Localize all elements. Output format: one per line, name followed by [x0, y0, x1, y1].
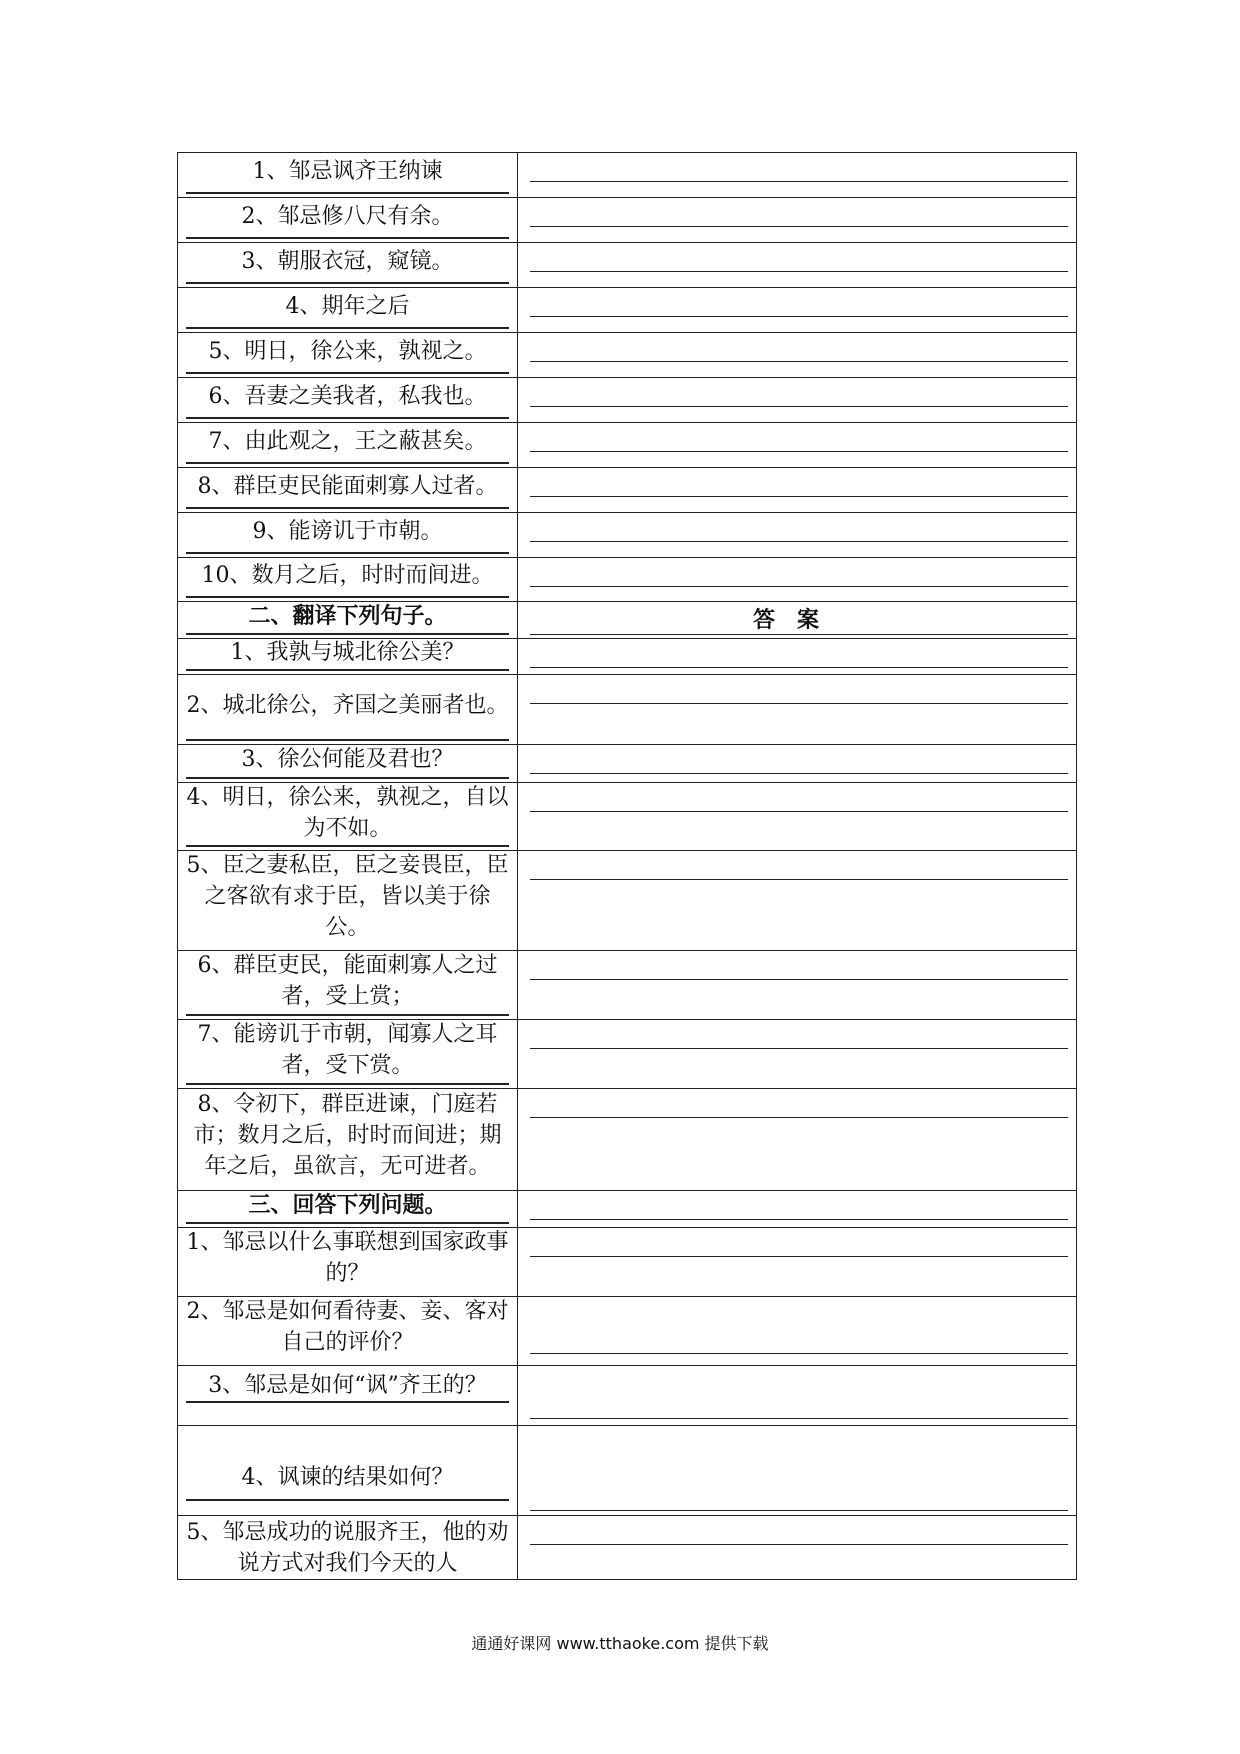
- answer-line: [530, 361, 1068, 362]
- question-text: 8、令初下，群臣进谏，门庭若市；数月之后，时时而间进；期年之后，虽欲言，无可进者。: [193, 1092, 502, 1179]
- answer-line: [530, 1117, 1068, 1118]
- underline: [186, 633, 509, 635]
- section-header-row: [178, 601, 1076, 638]
- underline: [186, 739, 509, 741]
- question-text: 3、邹忌是如何“讽”齐王的？: [208, 1373, 487, 1398]
- answer-cell[interactable]: [518, 675, 1076, 744]
- answer-cell[interactable]: [518, 1228, 1076, 1296]
- underline: [186, 845, 509, 847]
- answer-line: [530, 811, 1068, 812]
- section-header-row: [178, 1190, 1076, 1227]
- answer-label: 答案: [752, 607, 841, 633]
- answer-line: [530, 406, 1068, 407]
- underline: [186, 327, 509, 329]
- answer-line: [530, 451, 1068, 452]
- section-heading: [178, 602, 518, 638]
- question-text: 2、邹忌修八尺有余。: [241, 203, 454, 229]
- underline: [186, 669, 509, 671]
- answer-cell[interactable]: [518, 1089, 1076, 1190]
- answer-line: [530, 181, 1068, 182]
- table-row: [178, 512, 1076, 557]
- worksheet-table: [177, 152, 1077, 1580]
- question-text: 1、我孰与城北徐公美？: [230, 640, 465, 665]
- underline: [186, 1401, 509, 1403]
- answer-line: [530, 979, 1068, 980]
- table-row: [178, 1515, 1076, 1579]
- answer-cell[interactable]: [518, 1191, 1076, 1227]
- question-cell: [178, 1366, 518, 1425]
- answer-header-cell: [518, 602, 1076, 638]
- question-text: 3、朝服衣冠，窥镜。: [241, 248, 454, 274]
- table-row: [178, 1365, 1076, 1425]
- section-heading-text: 三、回答下列问题。: [248, 1192, 447, 1218]
- answer-cell[interactable]: [518, 468, 1076, 512]
- table-row: [178, 638, 1076, 674]
- table-row: [178, 377, 1076, 422]
- question-text: 2、城北徐公，齐国之美丽者也。: [186, 693, 509, 718]
- answer-line: [530, 541, 1068, 542]
- table-row: [178, 850, 1076, 950]
- question-text: 1、邹忌以什么事联想到国家政事的？: [186, 1230, 509, 1286]
- table-row: [178, 744, 1076, 782]
- answer-cell[interactable]: [518, 153, 1076, 197]
- answer-line: [530, 667, 1068, 668]
- table-row: [178, 1296, 1076, 1365]
- answer-line: [530, 1353, 1068, 1354]
- question-cell: [178, 468, 518, 512]
- question-text: 1、邹忌讽齐王纳谏: [252, 158, 443, 184]
- answer-line: [530, 773, 1068, 774]
- answer-line: [530, 1048, 1068, 1049]
- question-cell: [178, 198, 518, 242]
- answer-cell[interactable]: [518, 288, 1076, 332]
- question-cell: [178, 639, 518, 674]
- question-text: 5、明日，徐公来，孰视之。: [208, 338, 487, 364]
- underline: [186, 417, 509, 419]
- answer-cell[interactable]: [518, 513, 1076, 557]
- answer-line: [530, 271, 1068, 272]
- question-text: 4、期年之后: [285, 293, 410, 319]
- answer-line: [530, 316, 1068, 317]
- question-text: 10、数月之后，时时而间进。: [201, 563, 494, 588]
- question-text: 7、由此观之，王之蔽甚矣。: [208, 428, 487, 454]
- answer-cell[interactable]: [518, 333, 1076, 377]
- question-cell: [178, 333, 518, 377]
- question-cell: [178, 378, 518, 422]
- answer-line: [530, 879, 1068, 880]
- question-text: 5、邹忌成功的说服齐王，他的劝说方式对我们今天的人: [186, 1519, 509, 1576]
- question-cell: [178, 675, 518, 744]
- table-row: [178, 557, 1076, 601]
- answer-cell[interactable]: [518, 1020, 1076, 1088]
- table-row: [178, 332, 1076, 377]
- question-text: 6、吾妻之美我者，私我也。: [208, 383, 487, 409]
- answer-cell[interactable]: [518, 1516, 1076, 1579]
- answer-cell[interactable]: [518, 1366, 1076, 1425]
- question-cell: [178, 1089, 518, 1190]
- underline: [186, 552, 509, 554]
- question-cell: [178, 951, 518, 1019]
- underline: [186, 237, 509, 239]
- underline: [186, 282, 509, 284]
- answer-line: [530, 226, 1068, 227]
- underline: [186, 1499, 509, 1501]
- question-cell: [178, 1228, 518, 1296]
- table-row: [178, 197, 1076, 242]
- question-cell: [178, 288, 518, 332]
- answer-cell[interactable]: [518, 639, 1076, 674]
- question-text: 2、邹忌是如何看待妻、妾、客对自己的评价？: [186, 1299, 509, 1355]
- table-row: [178, 674, 1076, 744]
- question-cell: [178, 1020, 518, 1088]
- table-row: [178, 950, 1076, 1019]
- underline: [186, 596, 509, 598]
- underline: [186, 372, 509, 374]
- answer-cell[interactable]: [518, 558, 1076, 601]
- underline: [186, 507, 509, 509]
- answer-cell[interactable]: [518, 783, 1076, 850]
- underline: [186, 192, 509, 194]
- question-cell: [178, 745, 518, 782]
- table-row: [178, 153, 1076, 197]
- table-row: [178, 287, 1076, 332]
- question-cell: [178, 851, 518, 950]
- answer-line: [530, 1544, 1068, 1545]
- answer-line: [530, 1219, 1068, 1220]
- answer-cell[interactable]: [518, 1297, 1076, 1365]
- underline: [186, 462, 509, 464]
- answer-line: [530, 703, 1068, 704]
- answer-cell[interactable]: [518, 378, 1076, 422]
- question-cell: [178, 558, 518, 601]
- answer-cell[interactable]: [518, 745, 1076, 782]
- question-text: 8、群臣吏民能面刺寡人过者。: [197, 473, 498, 499]
- answer-line: [530, 496, 1068, 497]
- answer-line: [530, 586, 1068, 587]
- answer-cell[interactable]: [518, 851, 1076, 950]
- question-text: 7、能谤讥于市朝，闻寡人之耳者，受下赏。: [197, 1022, 498, 1078]
- question-text: 6、群臣吏民，能面刺寡人之过者，受上赏；: [197, 953, 498, 1009]
- section-heading-text: 二、翻译下列句子。: [248, 603, 447, 629]
- answer-cell[interactable]: [518, 1426, 1076, 1515]
- question-cell: [178, 1426, 518, 1515]
- table-row: [178, 1227, 1076, 1296]
- underline: [186, 1222, 509, 1224]
- question-text: 4、明日，徐公来，孰视之，自以为不如。: [186, 784, 509, 841]
- question-text: 9、能谤讥于市朝。: [252, 518, 443, 544]
- answer-line: [530, 1510, 1068, 1511]
- question-cell: [178, 513, 518, 557]
- answer-cell[interactable]: [518, 951, 1076, 1019]
- underline: [186, 1014, 509, 1016]
- table-row: [178, 422, 1076, 467]
- footer-text: 通通好课网 www.tthaoke.com 提供下载: [471, 1634, 769, 1653]
- question-text: 4、讽谏的结果如何？: [241, 1465, 454, 1490]
- table-row: [178, 1019, 1076, 1088]
- answer-line: [530, 1256, 1068, 1257]
- table-row: [178, 782, 1076, 850]
- table-row: [178, 242, 1076, 287]
- answer-cell[interactable]: [518, 423, 1076, 467]
- table-row: [178, 1088, 1076, 1190]
- question-cell: [178, 153, 518, 197]
- table-row: [178, 1425, 1076, 1515]
- answer-line: [530, 1418, 1068, 1419]
- answer-cell[interactable]: [518, 243, 1076, 287]
- question-text: 5、臣之妻私臣，臣之妾畏臣，臣之客欲有求于臣，皆以美于徐公。: [186, 853, 509, 940]
- answer-cell[interactable]: [518, 198, 1076, 242]
- question-cell: [178, 423, 518, 467]
- question-cell: [178, 1297, 518, 1365]
- section-heading: [178, 1191, 518, 1227]
- underline: [186, 1083, 509, 1085]
- answer-line: [530, 634, 1068, 635]
- question-cell: [178, 783, 518, 850]
- question-cell: [178, 243, 518, 287]
- question-text: 3、徐公何能及君也？: [241, 747, 454, 772]
- table-row: [178, 467, 1076, 512]
- underline: [186, 777, 509, 779]
- question-cell: [178, 1516, 518, 1579]
